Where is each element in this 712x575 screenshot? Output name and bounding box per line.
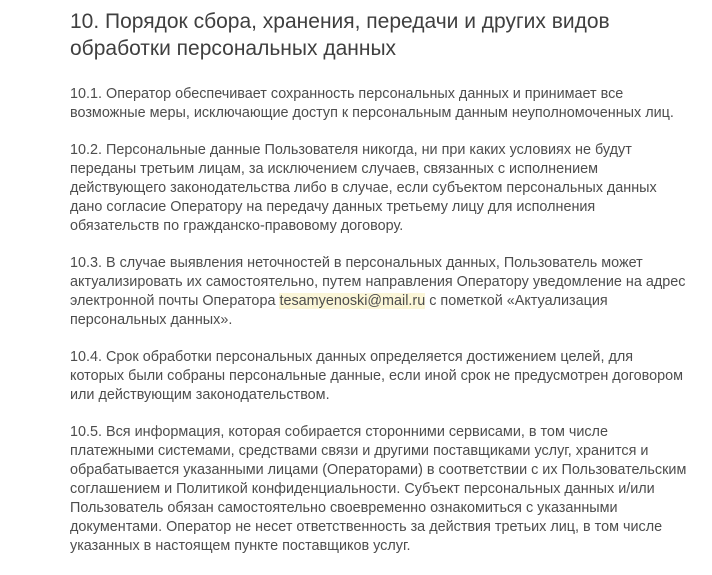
paragraph-10-3: [70, 254, 688, 330]
paragraph-10-3-text-before: 10.3. В случае выявления неточностей в персональных данных, Пользователь может актуализировать их самостоятельно, путем направления Оператору уведомление на адрес электронной почты Оператора: [70, 255, 686, 309]
section-title: 10. Порядок сбора, хранения, передачи и других видов обработки персональных данных: [70, 10, 610, 60]
paragraph-10-5: 10.5. Вся информация, которая собирается сторонними сервисами, в том числе платежными системами, средствами связи и другими поставщиками услуг, хранится и обрабатывается указанными лицами (Операторами) в соответствии с их Пользовательским соглашением и Политикой конфиденциальности. Субъект персональных данных и/или Пользователь обязан самостоятельно своевременно ознакомиться с указанными документами. Оператор не несет ответственность за действия третьих лиц, в том числе указанных в настоящем пункте поставщиков услуг.: [70, 424, 687, 554]
paragraph-10-3-text-after: с пометкой «Актуализация персональных данных».: [70, 293, 608, 328]
paragraph-list: [70, 85, 688, 556]
operator-email-link[interactable]: tesamyenoski@mail.ru: [279, 293, 426, 309]
paragraph-10-4: 10.4. Срок обработки персональных данных определяется достижением целей, для которых были собраны персональные данные, если иной срок не предусмотрен договором или действующим законодательством.: [70, 349, 684, 403]
paragraph-10-1: 10.1. Оператор обеспечивает сохранность персональных данных и принимает все возможные меры, исключающие доступ к персональным данным неуполномоченных лиц.: [70, 86, 674, 121]
paragraph-10-2: 10.2. Персональные данные Пользователя никогда, ни при каких условиях не будут переданы третьим лицам, за исключением случаев, связанных с исполнением действующего законодательства либо в случае, если субъектом персональных данных дано согласие Оператору на передачу данных третьему лицу для исполнения обязательств по гражданско-правовому договору.: [70, 142, 657, 234]
